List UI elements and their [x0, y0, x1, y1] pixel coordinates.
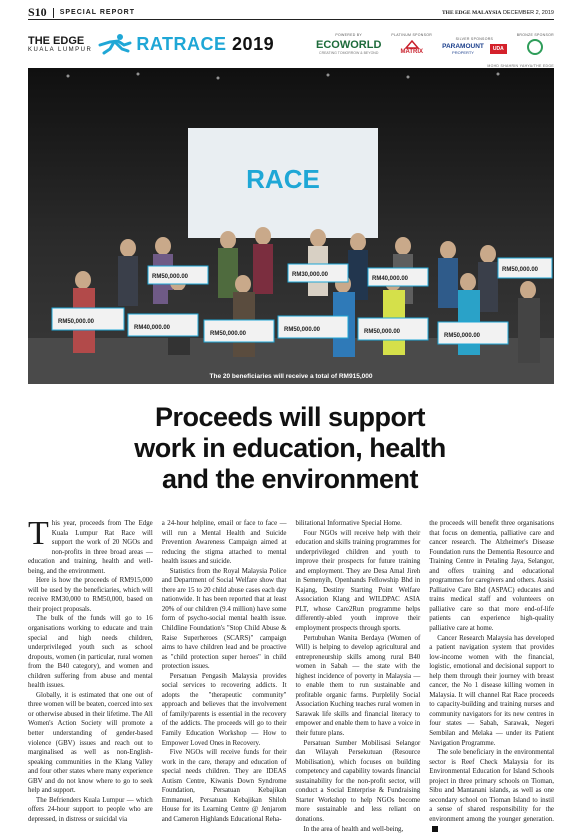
event-brand-band [28, 24, 554, 64]
end-of-article-icon [432, 826, 438, 832]
headline-line-3: and the environment [162, 464, 418, 494]
paramount-logo [442, 43, 484, 55]
cheque-amount-3: RM50,000.00 [210, 331, 247, 337]
article-column-1 [28, 519, 153, 804]
paragraph: Cancer Research Malaysia has developed a patient navigation system that provides low-income women with the financial, logistic, emotional and decisional support to help them through their journey with breast cancer, the No 1 disease killing women in Malaysia. It will channel Rat Race proceeds to capacity-building and training nurses and community navigators for its new centres in four states — Sabah, Sarawak, Negeri Sembilan and Melaka — under its Patient Navigation Programme. [429, 634, 554, 749]
paragraph: Persatuan Pengasih Malaysia provides social services to recovering addicts. It adopts the "therapeutic community" approach and believes that the involvement of family/parents is essential in the recovery of the addicts. The proceeds will go to their Family Education Workshop — How to Empower Loved Ones in Recovery. [162, 672, 287, 748]
article-column-3 [296, 519, 421, 804]
paragraph: bilitational Informative Special Home. [296, 519, 421, 529]
cheque-6 [438, 322, 508, 344]
cheque-amount-7: RM50,000.00 [502, 267, 539, 273]
paragraph: a 24-hour helpline, email or face to face — will run a Mental Health and Suicide Prevention Awareness Campaign aimed at reducing the stigma attached to mental health issues and suicide. [162, 519, 287, 567]
page-number: S10 [28, 5, 47, 20]
cheque-1 [52, 308, 124, 330]
paragraph: Statistics from the Royal Malaysia Police and Department of Social Welfare show that there are 15 to 20 child abuse cases each day nationwide. It has been reported that at least 20% of our children (9.4 million) have some form of psycho-social mental health issue. Childline Foundation's "Stop Child Abuse & Raise Superheroes (SCARS)" campaign aims to have children lead and be proactive as "child protection super heroes" in child protection issues. [162, 567, 287, 672]
photo-credit: MOHD SHAHRIN YAHYA/THE EDGE [28, 64, 554, 68]
article-body [28, 519, 554, 804]
paragraph: Persatuan Sumber Mobilisasi Selangor dan Wilayah Persekutuan (Resource Mobilisation), which focuses on building competency and capability towards financial sustainability for the non-profit sector, will conduct a Social Enterprise & Fundraising Starter Workshop to help NGOs become more sustainable and less reliant on donations. [296, 739, 421, 825]
paragraph: The Befrienders Kuala Lumpur — which offers 24-hour support to people who are depressed, in distress or suicidal via [28, 796, 153, 825]
paragraph [429, 748, 554, 834]
cheque-amount-8: RM50,000.00 [152, 274, 189, 280]
paragraph: his year, proceeds from The Edge Kuala Lumpur Rat Race will support the work of 20 NGOs and non-profits in three broad areas — education and training, health and well-being, and the environment. [28, 519, 153, 576]
ratrace-title [136, 34, 274, 55]
paramount-wordmark: PARAMOUNT [442, 43, 484, 50]
paramount-sub: PROPERTY [452, 50, 474, 55]
cheque-7 [498, 258, 552, 278]
the-edge-logo [28, 36, 92, 53]
cheque-4 [278, 316, 348, 338]
paragraph: Pertubuhan Wanita Berdaya (Women of Will) is helping to develop agricultural and entrepreneurship skills among rural B40 women in Sabah — the state with the highest incidence of poverty in Malaysia — to enable them to run sustainable and profitable organic farms. Purplelily Social Association Kuching teaches rural women in Sarawak life skills and financial literacy to empower and enable them to have a voice in their future plans. [296, 634, 421, 739]
article-column-4 [429, 519, 554, 804]
powered-by-caption: POWERED BY [335, 33, 362, 37]
cheque-amount-10: RM40,000.00 [372, 276, 409, 282]
platinum-caption: PLATINUM SPONSOR [391, 33, 432, 37]
drop-cap: T [28, 519, 49, 549]
cheque-amount-2: RM40,000.00 [134, 325, 171, 331]
cheque-2 [128, 314, 198, 336]
cheque-amount-1: RM50,000.00 [58, 319, 95, 325]
bronze-sponsor-logo-icon [527, 39, 543, 55]
location-label: KUALA LUMPUR [28, 47, 92, 53]
section-label: SPECIAL REPORT [60, 9, 135, 16]
platinum-sponsor [391, 33, 432, 55]
cheque-amount-6: RM50,000.00 [444, 333, 481, 339]
sponsor-strip [316, 33, 554, 55]
runner-icon [94, 33, 134, 55]
cheque-3 [204, 320, 274, 342]
paragraph: the proceeds will benefit three organisations that focus on dementia, palliative care and cancer research. The Alzheimer's Disease Foundation runs the Dementia Resource and Training Centre in Petaling Jaya, Selangor, and offers training and educational programmes for caregivers and others. Assisi Palliative Care Bhd (ASPAC) educates and trains medical staff and volunteers on palliative care so that more end-of-life patients can experience high-quality palliative care at home. [429, 519, 554, 634]
paragraph: Globally, it is estimated that one out of three women will be beaten, coerced into sex or otherwise abused in their lifetime. The All Women's Action Society will promote a better understanding of gender-based violence (GBV) issues and reach out to marginalised as well as non-English-speaking communities in the Klang Valley and four other states where many experience GBV and do not know where to go to seek help and support. [28, 691, 153, 796]
silver-caption: SILVER SPONSORS [456, 37, 494, 41]
closing-paragraph-text: The sole beneficiary in the environmental sector is Reef Check Malaysia for its Environmental Education for Island Schools project in three primary schools on Tioman, Sibu and Mantanani islands, as well as one secondary school on Tioman Island to instil a sense of shared responsibility for the environment among the younger generation. [429, 749, 554, 823]
paragraph: The bulk of the funds will go to 16 organisations working to educate and train special and high needs children, underprivileged youth such as school dropouts, women (in particular, rural women from the B40 category), and women and children suffering from abuse and mental health issues. [28, 614, 153, 690]
headline-line-1: Proceeds will support [155, 402, 425, 432]
svg-text:RACE: RACE [246, 164, 320, 194]
publication-date [442, 10, 554, 16]
cheque-amount-5: RM50,000.00 [364, 329, 401, 335]
matrix-logo: MATRIX [400, 49, 423, 55]
matrix-house-icon [405, 39, 419, 49]
article-headline [60, 402, 520, 495]
article-column-2 [162, 519, 287, 804]
headline-line-2: work in education, health [134, 433, 446, 463]
page-header [28, 6, 554, 20]
paragraph: Five NGOs will receive funds for their work in the care, therapy and education of special needs children. They are IDEAS Autism Centre, Kiwanis Down Syndrome Foundation, Persatuan Kebajikan Emmanuel, Persatuan Kebajikan Shiloh House for its Learning Centre @ Jenjarom and Cameron Highlands Educational Reha- [162, 748, 287, 824]
cheque-9 [288, 264, 348, 282]
uda-logo: UDA [490, 44, 507, 54]
ratrace-wordmark: RATRACE [136, 34, 226, 54]
issue-date: DECEMBER 2, 2019 [503, 10, 554, 16]
paragraph: Four NGOs will receive help with their education and skills training programmes for underprivileged children and youth to improve their prospects for future training and employment. They are Desa Amal Jireh in Semenyih, Openhands Fellowship Bhd in Kajang, Destiny Starting Point Welfare Association Klang and WILDPAC ASIA PLT, whose Care2Run programme helps differently-abled youth improve their employment prospects through sports. [296, 529, 421, 634]
cheque-amount-4: RM50,000.00 [284, 327, 321, 333]
powered-by-sponsor [316, 33, 381, 55]
bronze-sponsor [517, 33, 554, 55]
paragraph: In the area of health and well-being, [296, 825, 421, 834]
silver-sponsors [442, 37, 507, 55]
event-year: 2019 [232, 34, 274, 54]
the-edge-wordmark: THE EDGE [28, 36, 92, 47]
cheque-amount-9: RM30,000.00 [292, 272, 329, 278]
header-divider [53, 8, 54, 18]
group-photo [28, 68, 554, 384]
silver-logos [442, 43, 507, 55]
photo-caption: The 20 beneficiaries will receive a total of RM915,000 [28, 373, 554, 380]
cheque-10 [368, 268, 428, 286]
bronze-caption: BRONZE SPONSOR [517, 33, 554, 37]
publication-name: THE EDGE MALAYSIA [442, 10, 501, 16]
group-photo-illustration [28, 68, 554, 384]
cheque-8 [148, 266, 208, 284]
ecoworld-logo: ECOWORLD [316, 39, 381, 51]
ecoworld-tagline: CREATING TOMORROW & BEYOND [319, 51, 378, 55]
cheque-5 [358, 318, 428, 340]
paragraph: Here is how the proceeds of RM915,000 will be used by the beneficiaries, which will receive RM30,000 to RM50,000, based on their project proposals. [28, 576, 153, 614]
